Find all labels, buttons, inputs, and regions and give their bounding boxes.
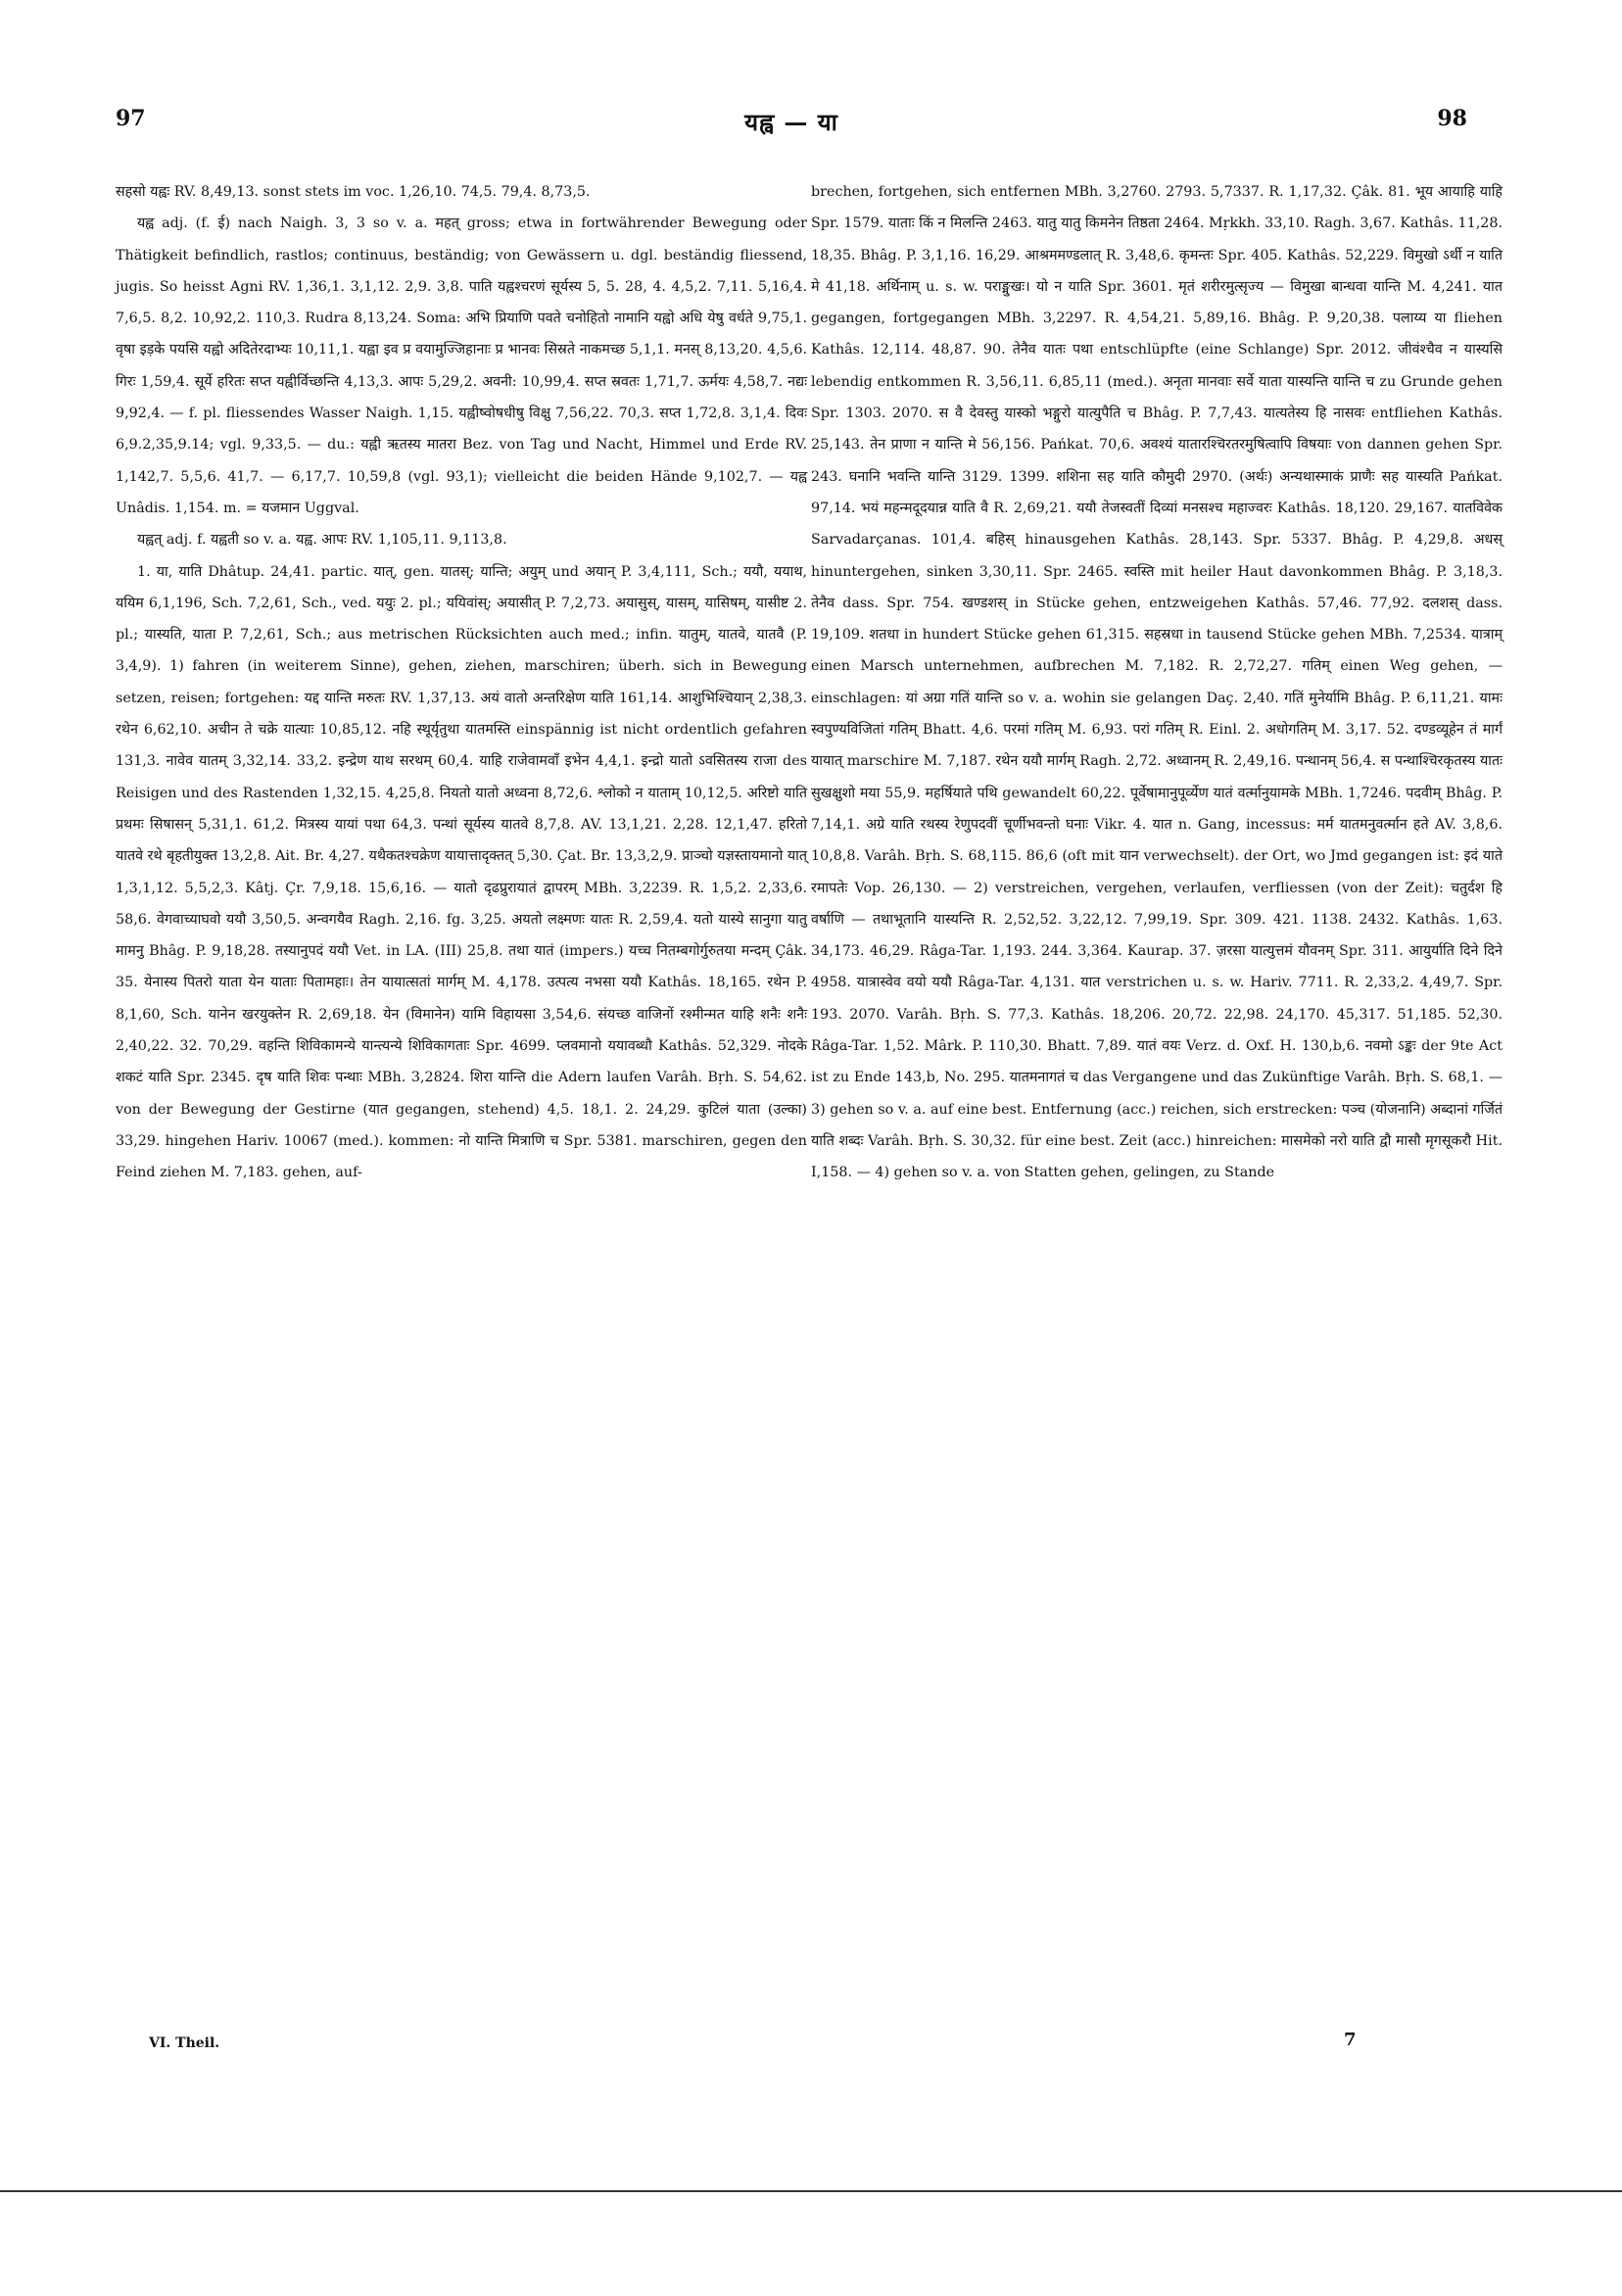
entry-paragraph: सहसो यह्वः RV. 8,49,13. sonst stets im voc. 1,26,10. 74,5. 79,4. 8,73,5. — [116, 184, 591, 200]
page-number-right: 98 — [1437, 106, 1467, 131]
page-header — [116, 106, 1467, 145]
entry-paragraph: 1. या, याति Dhâtup. 24,41. partic. यात्, gen. यातस्; यान्ति; अयुम् und अयान् P. 3,4,111, Sch.; ययौ, ययाथ, ययिम 6,1,196, Sch. 7,2,61, Sch., ved. ययुः 2. pl.; ययिवांस्; अयासीत् P. 7,2,73. अयासुस्, यासम्, यासिषम्, यासीष्ट 2. pl.; यास्यति, याता P. 7,2,61, Sch.; aus metrischen Rücksichten auch med.; infin. यातुम्, यातवे, यातवै (P. 3,4,9). 1) fahren (in weiterem Sinne), gehen, ziehen, marschiren; überh. sich in Bewegung setzen, reisen; fortgehen: यद्द यान्ति मरुतः RV. 1,37,13. अयं वातो अन्तरिक्षेण याति 161,14. आशुभिश्चियान् 2,38,3. रथेन 6,62,10. अचीन ते चक्रे यात्याः 10,85,12. नहि स्थूर्यृतुथा यातमस्ति einspännig ist nicht ordentlich gefahren 131,3. नावेव यातम् 3,32,14. 33,2. इन्द्रेण याथ सरथम् 60,4. याहि राजेवामवाँ इभेन 4,4,1. इन्द्रो यातो ऽवसितस्य राजा des Reisigen und des Rastenden 1,32,15. 4,25,8. नियतो यातो अध्वना 8,72,6. श्लोको न याताम् 10,12,5. अरिष्टो याति प्रथमः सिषासन् 5,31,1. 61,2. मित्रस्य यायां पथा 64,3. पन्थां सूर्यस्य यातवे 8,7,8. AV. 13,1,21. 2,28. 12,1,47. हरितो यातवे रथे बृहतीयुक्त 13,2,8. Ait. Br. 4,27. यथैकतश्चक्रेण यायात्तादृक्तत् 5,30. Çat. Br. 13,3,2,9. प्राञ्चो यज्ञस्तायमानो यात् 1,3,1,12. 5,5,2,3. Kâtj. Çr. 7,9,18. 15,6,16. — यातो दृढप्रुरायातं द्वापरम् MBh. 3,2239. R. 1,5,2. 2,33,6. 58,6. वेगवाच्याघवो ययौ 3,50,5. अन्वगयैव Ragh. 2,16. fg. 3,25. अयतो लक्ष्मणः यातः R. 2,59,4. यतो यास्ये सानुगा यातु मामनु Bhâg. P. 9,18,28. तस्यानुपदं ययौ Vet. in LA. (III) 25,8. तथा यातं (impers.) यच्च नितम्बगोर्गुरुतया मन्दम् Çâk. 35. येनास्य पितरो याता येन याताः पितामहाः। तेन यायात्सतां मार्गम् M. 4,178. उत्पत्य नभसा ययौ Kathâs. 18,165. रथेन P. 8,1,60, Sch. यानेन खरयुक्तेन R. 2,69,18. येन (विमानेन) यामि विहायसा 3,54,6. संयच्छ वाजिनों रश्मीन्मत याहि शनैः शनैः 2,40,22. 32. 70,29. वहन्ति शिविकामन्ये यान्त्यन्ये शिविकागताः Spr. 4699. प्लवमानो ययावब्धौ Kathâs. 52,329. नोदके शकटं याति Spr. 2345. दृष याति शिवः पन्थाः MBh. 3,2824. शिरा यान्ति die Adern laufen Varâh. Bṛh. S. 54,62. von der Bewegung der Gestirne (यात gegangen, stehend) 4,5. 18,1. 2. 24,29. कुटिलं याता (उल्का) 33,29. hingehen Hariv. 10067 (med.). kommen: नो यान्ति मित्राणि च Spr. 5381. marschiren, gegen den Feind ziehen M. 7,183. gehen, auf- — [116, 563, 807, 1181]
page-number-left: 97 — [116, 106, 146, 131]
entry-paragraph: यह्वत् adj. f. यह्वती so v. a. यह्व. आपः RV. 1,105,11. 9,113,8. — [137, 532, 507, 549]
left-column — [116, 176, 807, 1189]
entry-paragraph: यह्व adj. (f. ई) nach Naigh. 3, 3 so v. a. महत् gross; etwa in fortwährender Bewegung oder Thätigkeit befindlich, rastlos; continuus, beständig; von Gewässern u. dgl. beständig fliessend, jugis. So heisst Agni RV. 1,36,1. 3,1,12. 2,9. 3,8. पाति यह्वश्चरणं सूर्यस्य 5, 5. 28, 4. 4,5,2. 7,11. 5,16,4. 7,6,5. 8,2. 10,92,2. 110,3. Rudra 8,13,24. Soma: अभि प्रियाणि पवते चनोहितो नामानि यह्वो अधि येषु वर्धते 9,75,1. वृषा इड़के पयसि यह्वो अदितेरदाभ्यः 10,11,1. यह्वा इव प्र वयामुज्जिहानाः प्र भानवः सिस्रते नाकमच्छ 5,1,1. मनस् 8,13,20. 4,5,6. गिरः 1,59,4. सूर्ये हरितः सप्त यह्वीर्विच्छन्ति 4,13,3. आपः 5,29,2. अवनी: 10,99,4. सप्त स्रवतः 1,71,7. ऊर्मयः 4,58,7. नद्यः 9,92,4. — f. pl. fliessendes Wasser Naigh. 1,15. यह्वीष्वोषधीषु विक्षु 7,56,22. 70,3. सप्त 1,72,8. 3,1,4. दिवः 6,9.2,35,9.14; vgl. 9,33,5. — du.: यह्वी ऋतस्य मातरा Bez. von Tag und Nacht, Himmel und Erde RV. 1,142,7. 5,5,6. 41,7. — 6,17,7. 10,59,8 (vgl. 93,1); vielleicht die beiden Hände 9,102,7. — यह्व Unâdis. 1,154. m. = यजमान Uggval. — [116, 215, 807, 516]
running-title: यह्व — या — [744, 108, 838, 136]
volume-note: VI. Theil. — [149, 2035, 220, 2051]
right-column — [811, 176, 1503, 1189]
signature-mark: 7 — [1344, 2030, 1357, 2050]
entry-paragraph: brechen, fortgehen, sich entfernen MBh. 3,2760. 2793. 5,7337. R. 1,17,32. Çâk. 81. भूय आयाहि याहि Spr. 1579. याताः किं न मिलन्ति 2463. यातु यातु किमनेन तिष्ठता 2464. Mṛkkh. 33,10. Ragh. 3,67. Kathâs. 11,28. 18,35. Bhâg. P. 3,1,16. 16,29. आश्रममण्डलात् R. 3,48,6. कृमन्तः Spr. 405. Kathâs. 52,229. विमुखो ऽर्थी न याति मे 41,18. अर्थिनाम् u. s. w. पराङ्मुखः। यो न याति Spr. 3601. मृतं शरीरमुत्सृज्य — विमुखा बान्धवा यान्ति M. 4,241. यात gegangen, fortgegangen MBh. 3,2297. R. 4,54,21. 5,89,16. Bhâg. P. 9,20,38. पलाय्य या fliehen Kathâs. 12,114. 48,87. 90. तेनैव यातः पथा entschlüpfte (eine Schlange) Spr. 2012. जीवंश्चैव न यास्यसि lebendig entkommen R. 3,56,11. 6,85,11 (med.). अनृता मानवाः सर्वे याता यास्यन्ति यान्ति च zu Grunde gehen Spr. 1303. 2070. स वै देवस्तु यास्को भङ्गुरो यात्युपैति च Bhâg. P. 7,7,43. यात्यतेस्य हि नासवः entfliehen Kathâs. 25,143. तेन प्राणा न यान्ति मे 56,156. Pańkat. 70,6. अवश्यं यातारश्चिरतरमुषित्वापि विषयाः von dannen gehen Spr. 243. घनानि भवन्ति यान्ति 3129. 1399. शशिना सह याति कौमुदी 2970. (अर्थः) अन्यथास्माकं प्राणैः सह यास्यति Pańkat. 97,14. भयं महन्मदूदयान्न याति वै R. 2,69,21. ययौ तेजस्वतीं दिव्यां मनसश्च महाज्वरः Kathâs. 18,120. 29,167. यातविवेक Sarvadarçanas. 101,4. बहिस् hinausgehen Kathâs. 28,143. Spr. 5337. Bhâg. P. 4,29,8. अधस् hinuntergehen, sinken 3,30,11. Spr. 2465. स्वस्ति mit heiler Haut davonkommen Bhâg. P. 3,18,3. तेनैव dass. Spr. 754. खण्डशस् in Stücke gehen, entzweigehen Kathâs. 57,46. 77,92. दलशस् dass. 19,109. शतधा in hundert Stücke gehen 61,315. सहस्रधा in tausend Stücke gehen MBh. 7,2534. यात्राम् einen Marsch unternehmen, aufbrechen M. 7,182. R. 2,72,27. गतिम् einen Weg gehen, — einschlagen: यां अग्रा गतिं यान्ति so v. a. wohin sie gelangen Daç. 2,40. गतिं मुनेर्यामि Bhâg. P. 6,11,21. यामः स्वपुण्यविजितां गतिम् Bhatt. 4,6. परमां गतिम् M. 6,93. परां गतिम् R. Einl. 2. अधोगतिम् M. 3,17. 52. दण्डव्यूहेन तं मार्गं यायात् marschire M. 7,187. रथेन ययौ मार्गम् Ragh. 2,72. अध्वानम् R. 2,49,16. पन्थानम् 56,4. स पन्थाश्चिरकृतस्य यातः सुखक्षुशो मया 55,9. महर्षियाते पथि gewandelt 60,22. पूर्वेषामानुपूर्व्येण यातं वर्त्मानुयामके MBh. 1,7246. पदवीम् Bhâg. P. 7,14,1. अग्रे याति रथस्य रेणुपदवीं चूर्णीभवन्तो घनाः Vikr. 4. यात n. Gang, incessus: मर्म यातमनुवर्त्मान हते AV. 3,8,6. 10,8,8. Varâh. Bṛh. S. 68,115. 86,6 (oft mit यान verwechselt). der Ort, wo Jmd gegangen ist: इदं याते रमापतेः Vop. 26,130. — 2) verstreichen, vergehen, verlaufen, verfliessen (von der Zeit): चतुर्दश हि वर्षाणि — तथाभूतानि यास्यन्ति R. 2,52,52. 3,22,12. 7,99,19. Spr. 309. 421. 1138. 2432. Kathâs. 1,63. 34,173. 46,29. Râga-Tar. 1,193. 244. 3,364. Kaurap. 37. ज़रसा यात्युत्तमं यौवनम् Spr. 311. आयुर्याति दिने दिने 4958. यात्रास्वेव वयो ययौ Râga-Tar. 4,131. यात verstrichen u. s. w. Hariv. 7711. R. 2,33,2. 4,49,7. Spr. 193. 2070. Varâh. Bṛh. S. 77,3. Kathâs. 18,206. 20,72. 22,98. 24,170. 45,317. 51,185. 52,30. Râga-Tar. 1,52. Mârk. P. 110,30. Bhatt. 7,89. यातं वयः Verz. d. Oxf. H. 130,b,6. नवमो ऽङ्कः der 9te Act ist zu Ende 143,b, No. 295. यातमनागतं च das Vergangene und das Zukünftige Varâh. Bṛh. S. 68,1. — 3) gehen so v. a. auf eine best. Entfernung (acc.) reichen, sich erstrecken: पञ्च (योजनानि) अब्दानां गर्जितं याति शब्दः Varâh. Bṛh. S. 30,32. für eine best. Zeit (acc.) hinreichen: मासमेको नरो याति द्वौ मासौ मृगसूकरौ Hit. I,158. — 4) gehen so v. a. von Statten gehen, gelingen, zu Stande — [811, 184, 1503, 1181]
page-edge-rule — [0, 2190, 1622, 2192]
